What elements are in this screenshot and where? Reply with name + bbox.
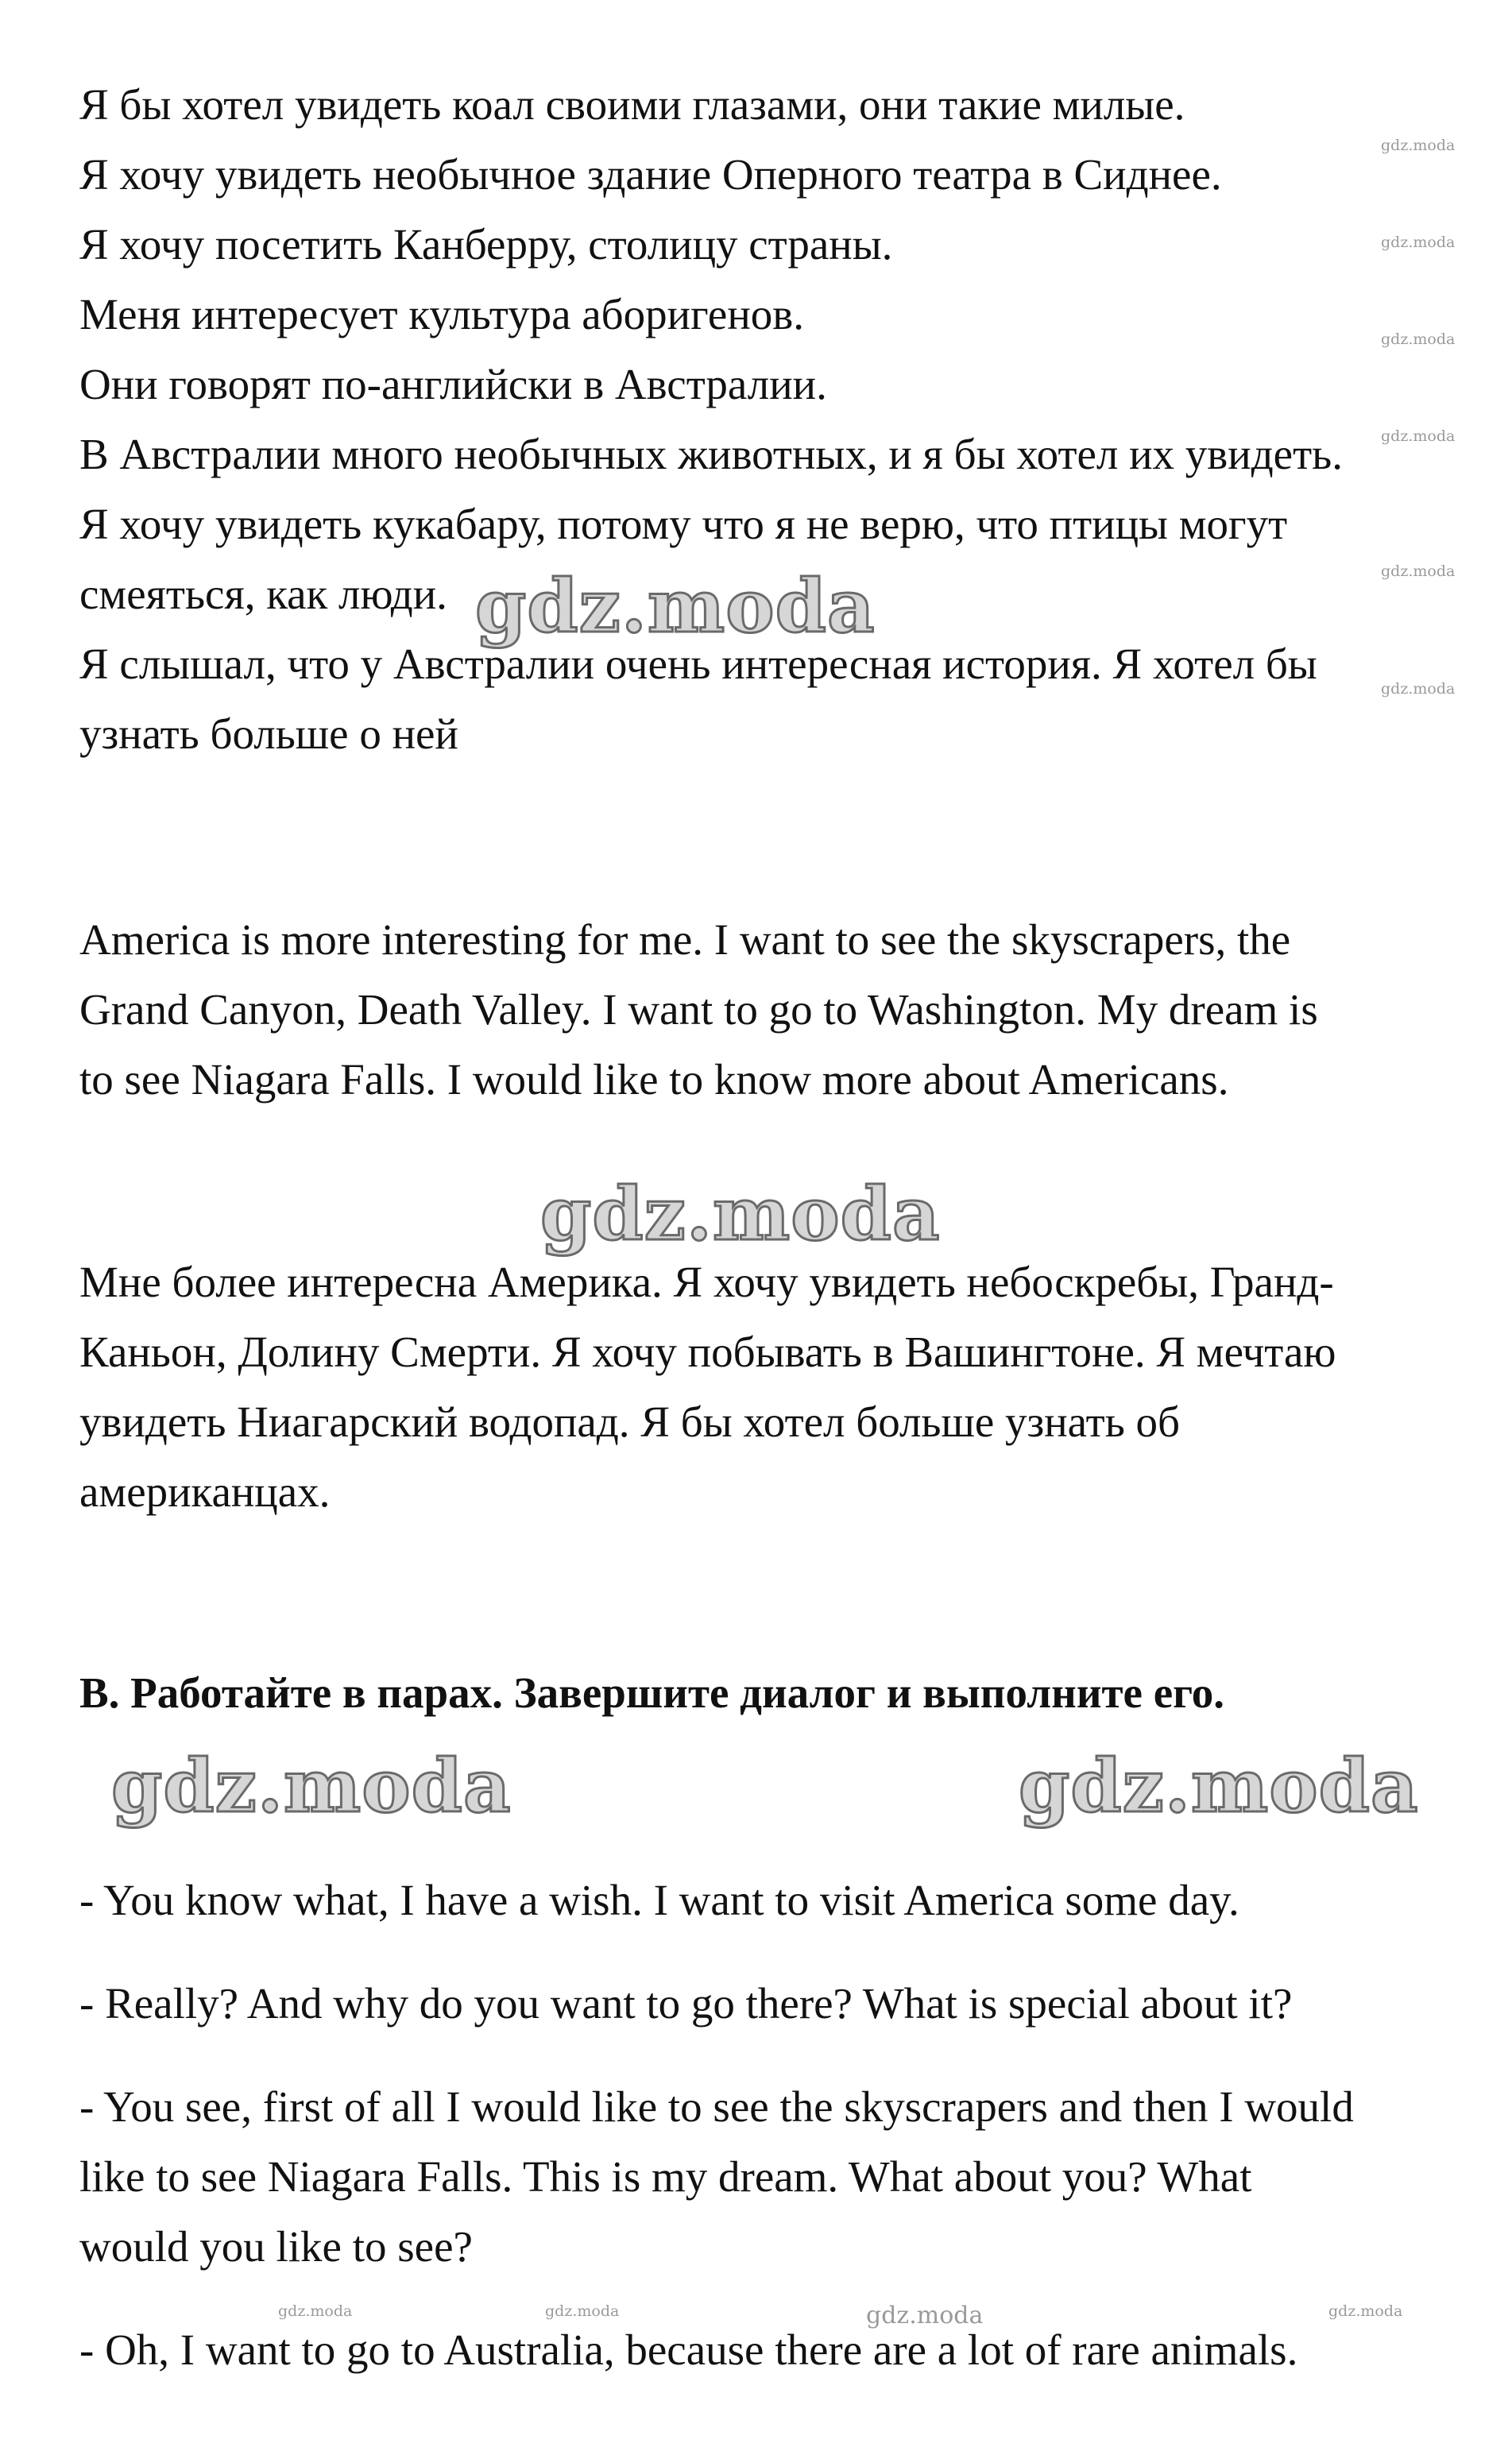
watermark-large: gdz.moda	[475, 563, 876, 649]
watermark-large: gdz.moda	[1019, 1743, 1419, 1829]
watermark-small: gdz.moda	[278, 2302, 353, 2320]
watermark-large: gdz.moda	[111, 1743, 512, 1829]
ru-america-line-4: американцах.	[79, 1467, 331, 1516]
watermark-small: gdz.moda	[1328, 2302, 1403, 2320]
ru-america-line-3: увидеть Ниагарский водопад. Я бы хотел больше узнать об	[79, 1398, 1181, 1446]
ru-australia-line-4: Меня интересует культура аборигенов.	[79, 290, 804, 338]
dialogue-line-3: - You see, first of all I would like to see the skyscrapers and then I would	[79, 2082, 1354, 2131]
en-america-line-3: to see Niagara Falls. I would like to know more about Americans.	[79, 1055, 1229, 1104]
watermark-small: gdz.moda	[545, 2302, 620, 2320]
dialogue-line-6: - Oh, I want to go to Australia, because there are a lot of rare animals.	[79, 2325, 1298, 2374]
ru-australia-line-9: Я слышал, что у Австралии очень интересная история. Я хотел бы	[79, 640, 1317, 688]
en-america-line-2: Grand Canyon, Death Valley. I want to go to Washington. My dream is	[79, 985, 1318, 1034]
ru-australia-line-1: Я бы хотел увидеть коал своими глазами, они такие милые.	[79, 80, 1185, 129]
ru-australia-line-5: Они говорят по-английски в Австралии.	[79, 360, 827, 408]
ru-australia-line-10: узнать больше о ней	[79, 709, 458, 758]
task-b-heading: B. Работайте в парах. Завершите диалог и выполните его.	[79, 1668, 1224, 1717]
en-america-line-1: America is more interesting for me. I want to see the skyscrapers, the	[79, 915, 1291, 964]
watermark-small: gdz.moda	[1381, 331, 1456, 348]
dialogue-line-4: like to see Niagara Falls. This is my dream. What about you? What	[79, 2152, 1252, 2201]
dialogue-line-1: - You know what, I have a wish. I want to visit America some day.	[79, 1876, 1239, 1924]
watermark-small: gdz.moda	[866, 2302, 984, 2329]
ru-america-line-2: Каньон, Долину Смерти. Я хочу побывать в Вашингтоне. Я мечтаю	[79, 1328, 1336, 1376]
watermark-small: gdz.moda	[1381, 137, 1456, 154]
dialogue-line-2: - Really? And why do you want to go there? What is special about it?	[79, 1979, 1293, 2028]
ru-australia-line-8: смеяться, как люди.	[79, 570, 447, 618]
ru-australia-line-3: Я хочу посетить Канберру, столицу страны.	[79, 220, 893, 269]
watermark-small: gdz.moda	[1381, 680, 1456, 698]
dialogue-line-5: would you like to see?	[79, 2222, 473, 2271]
watermark-small: gdz.moda	[1381, 562, 1456, 580]
ru-america-line-1: Мне более интересна Америка. Я хочу увидеть небоскребы, Гранд-	[79, 1258, 1334, 1306]
watermark-small: gdz.moda	[1381, 427, 1456, 445]
ru-australia-line-6: В Австралии много необычных животных, и я бы хотел их увидеть.	[79, 430, 1343, 478]
watermark-small: gdz.moda	[1381, 234, 1456, 251]
ru-australia-line-2: Я хочу увидеть необычное здание Оперного театра в Сиднее.	[79, 150, 1222, 199]
ru-australia-line-7: Я хочу увидеть кукабару, потому что я не верю, что птицы могут	[79, 500, 1288, 548]
watermark-large: gdz.moda	[540, 1171, 941, 1257]
